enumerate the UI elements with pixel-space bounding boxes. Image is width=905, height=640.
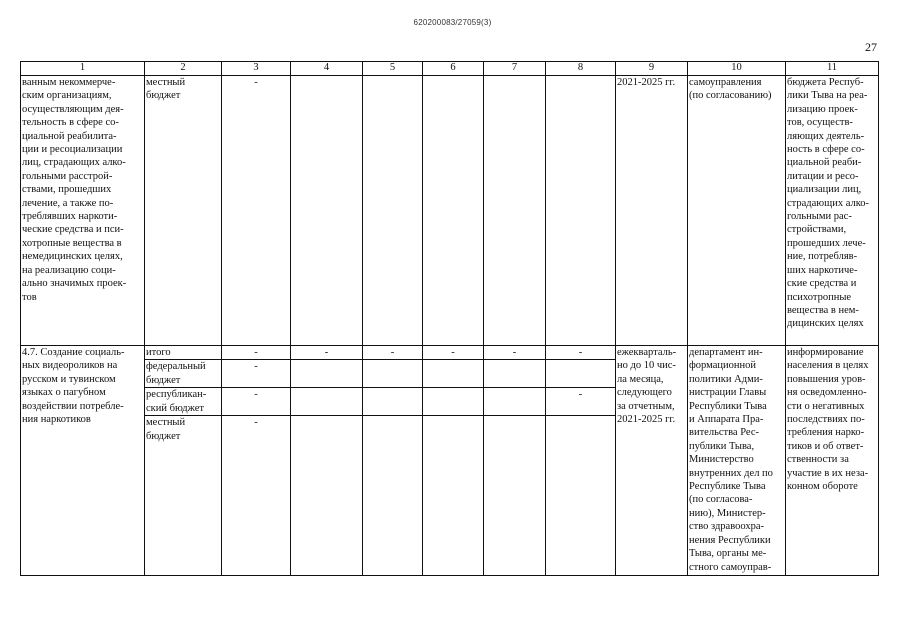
column-number-row [21, 62, 879, 76]
amount-cell: - [546, 388, 616, 416]
table-row [21, 346, 879, 360]
deadline-text: ежекварталь- но до 10 чис- ла месяца, следующего за отчетным, 2021-2025 гг. [616, 346, 688, 576]
result-text: бюджета Респуб- лики Тыва на реа- лизацию проек- тов, осуществ- ляющих деятель- ность в сфере со- циальной реаби- литации и ресо- циализации лиц, страдающих алко- гольными рас- стройствами, прошедших лече- ние, потребляв- ших наркотиче- ские средства и психотропные вещества в нем- дицинских целях [786, 76, 879, 346]
deadline-text: 2021-2025 гг. [616, 76, 688, 346]
amount-cell [363, 388, 423, 416]
amount-cell [423, 416, 484, 576]
amount-cell [291, 360, 363, 388]
amount-cell: - [291, 346, 363, 360]
column-number: 5 [363, 62, 423, 76]
responsible-text: самоуправления (по согласованию) [688, 76, 786, 346]
amount-cell [291, 416, 363, 576]
amount-cell [546, 76, 616, 346]
amount-cell [484, 416, 546, 576]
amount-cell [423, 76, 484, 346]
amount-cell: - [222, 360, 291, 388]
amount-cell: - [222, 346, 291, 360]
program-table [20, 61, 879, 576]
amount-cell: - [423, 346, 484, 360]
funding-source: местный бюджет [145, 416, 222, 576]
column-number: 10 [688, 62, 786, 76]
column-number: 8 [546, 62, 616, 76]
amount-cell [546, 360, 616, 388]
funding-source: федеральный бюджет [145, 360, 222, 388]
amount-cell: - [546, 346, 616, 360]
measure-text: ванным некоммерче- ским организациям, осуществляющим дея- тельность в сфере со- циальной реабилита- ции и ресоциализации лиц, страдающих алко- гольными расстрой- ствами, прошедших лечение, а также по- треблявших наркоти- ческие средства и пси- хотропные вещества в немедицинских целях, на реализацию соци- ально значимых проек- тов [21, 76, 145, 346]
column-number: 1 [21, 62, 145, 76]
measure-text: 4.7. Создание социаль- ных видеороликов на русском и тувинском языках о пагубном воздействии потребле- ния наркотиков [21, 346, 145, 576]
amount-cell [363, 76, 423, 346]
column-number: 6 [423, 62, 484, 76]
amount-cell [363, 360, 423, 388]
column-number: 3 [222, 62, 291, 76]
amount-cell: - [484, 346, 546, 360]
amount-cell [423, 388, 484, 416]
column-number: 11 [786, 62, 879, 76]
funding-source: местный бюджет [145, 76, 222, 346]
column-number: 4 [291, 62, 363, 76]
amount-cell [546, 416, 616, 576]
amount-cell: - [222, 76, 291, 346]
amount-cell [291, 388, 363, 416]
responsible-text: департамент ин- формационной политики Адми- нистрации Главы Республики Тыва и Аппарата Пра- вительства Рес- публики Тыва, Министерство внутренних дел по Республике Тыва (по согласова- нию), Министер- ство здравоохра- нения Республики Тыва, органы ме- стного самоуправ- [688, 346, 786, 576]
amount-cell: - [222, 416, 291, 576]
document-code: 620200083/27059(3) [413, 18, 492, 27]
amount-cell [423, 360, 484, 388]
amount-cell: - [222, 388, 291, 416]
amount-cell [363, 416, 423, 576]
amount-cell [484, 76, 546, 346]
amount-cell: - [363, 346, 423, 360]
column-number: 9 [616, 62, 688, 76]
funding-source: республикан- ский бюджет [145, 388, 222, 416]
amount-cell [484, 388, 546, 416]
column-number: 7 [484, 62, 546, 76]
amount-cell [484, 360, 546, 388]
funding-source: итого [145, 346, 222, 360]
column-number: 2 [145, 62, 222, 76]
result-text: информирование населения в целях повышения уров- ня осведомленно- сти о негативных последствиях по- требления нарко- тиков и об ответ- ственности за участие в их неза- конном обороте [786, 346, 879, 576]
page-number: 27 [865, 40, 877, 54]
table-row-continued [21, 76, 879, 346]
amount-cell [291, 76, 363, 346]
